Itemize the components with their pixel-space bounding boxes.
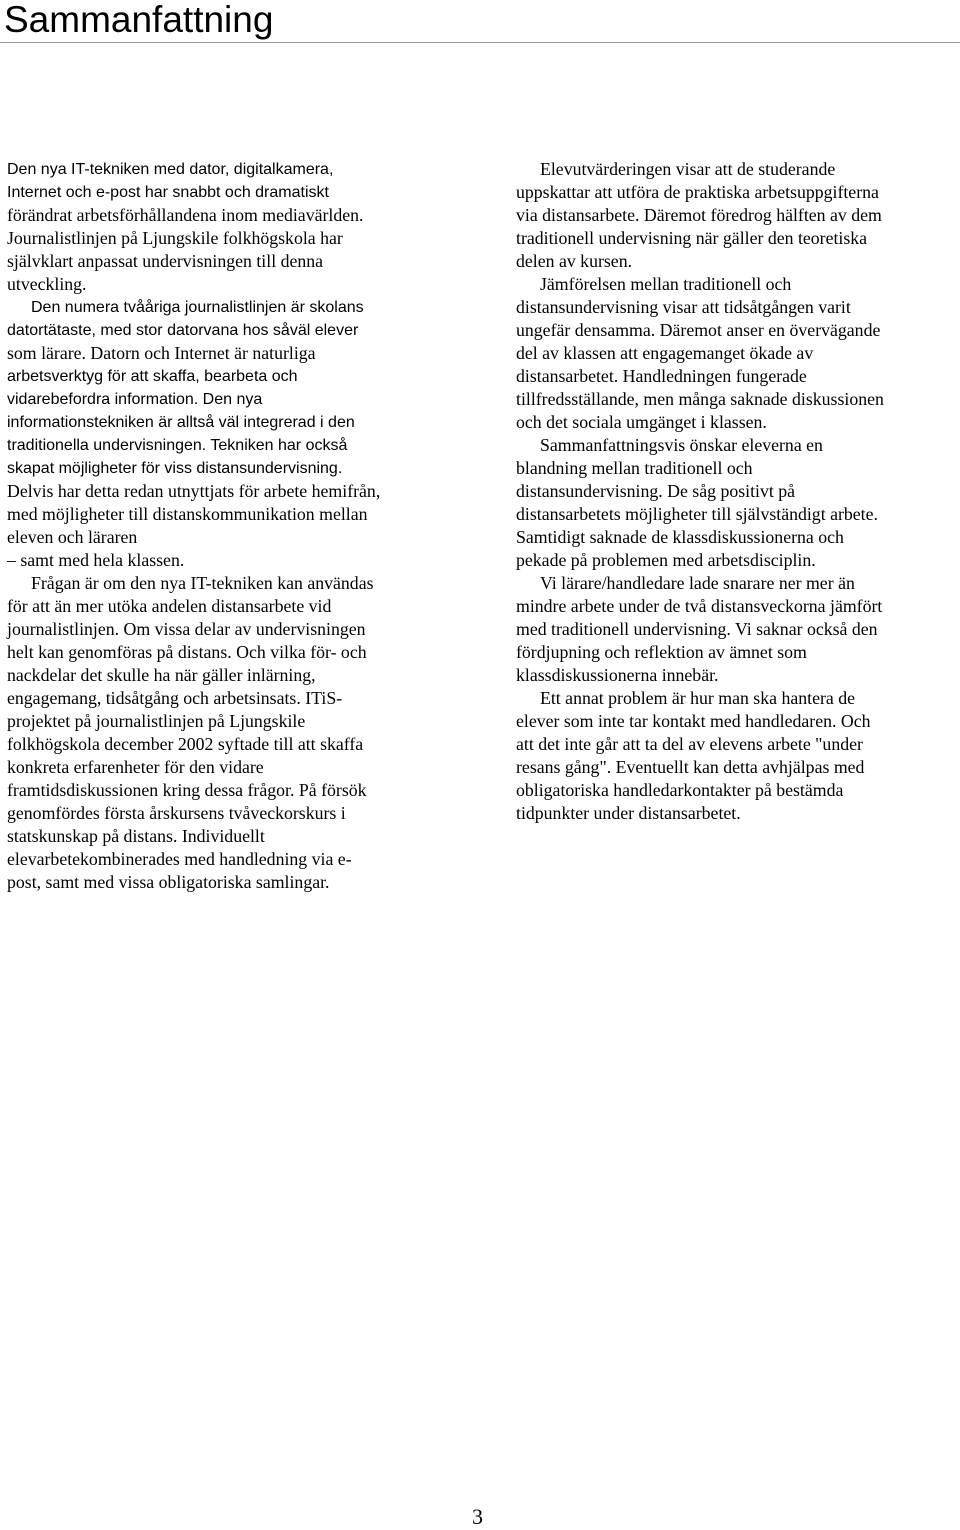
left-column-line: datortätaste, med stor datorvana hos såväl elever	[7, 322, 359, 339]
left-column-line: engagemang, tidsåtgång och arbetsinsats. ITiS-	[7, 688, 343, 708]
left-column-line: projektet på journalistlinjen på Ljungskile	[7, 711, 306, 731]
right-column-line: mindre arbete under de två distansveckorna jämfört	[516, 596, 883, 616]
left-column-line: vidarebefordra information. Den nya	[7, 391, 263, 408]
right-column-line: fördjupning och reflektion av ämnet som	[516, 642, 807, 662]
right-column-line: distansundervisning. De såg positivt på	[516, 481, 796, 501]
left-column-line: utveckling.	[7, 274, 87, 294]
right-column-line: del av klassen att engagemanget ökade av	[516, 343, 814, 363]
left-column-line: skapat möjligheter för viss distansundervisning.	[7, 460, 343, 477]
left-column-line: för att än mer utöka andelen distansarbete vid	[7, 596, 332, 616]
left-column-line: Den nya IT-tekniken med dator, digitalkamera,	[7, 161, 334, 178]
left-column-line: statskunskap på distans. Individuellt	[7, 826, 265, 846]
right-column-line: Elevutvärderingen visar att de studerande	[540, 159, 836, 179]
right-column-line: elever som inte tar kontakt med handledaren. Och	[516, 711, 871, 731]
right-column-line: Sammanfattningsvis önskar eleverna en	[540, 435, 823, 455]
left-column-line: helt kan genomföras på distans. Och vilka för- och	[7, 642, 367, 662]
right-column-line: resans gång". Eventuellt kan detta avhjälpas med	[516, 757, 865, 777]
left-column-line: arbetsverktyg för att skaffa, bearbeta och	[7, 368, 298, 385]
left-column-line: Den numera tvååriga journalistlinjen är skolans	[31, 299, 364, 316]
left-column-line: genomfördes första årskursens tvåveckorskurs i	[7, 803, 346, 823]
title-divider	[0, 42, 960, 43]
right-column-line: distansarbetets möjligheter till självständigt arbete.	[516, 504, 878, 524]
left-column-line: Delvis har detta redan utnyttjats för arbete hemifrån,	[7, 481, 381, 501]
left-column-line: Journalistlinjen på Ljungskile folkhögskola har	[7, 228, 343, 248]
right-column-line: tidpunkter under distansarbetet.	[516, 803, 741, 823]
right-column-line: distansarbetet. Handledningen fungerade	[516, 366, 807, 386]
left-column-line: framtidsdiskussionen kring dessa frågor. På försök	[7, 780, 367, 800]
left-column-line: elevarbetekombinerades med handledning via e-	[7, 849, 352, 869]
right-column-line: obligatoriska handledarkontakter på bestämda	[516, 780, 844, 800]
left-column-line: journalistlinjen. Om vissa delar av undervisningen	[7, 619, 366, 639]
left-column-line: konkreta erfarenheter för den vidare	[7, 757, 264, 777]
right-column-line: Ett annat problem är hur man ska hantera de	[540, 688, 856, 708]
left-column-line: med möjligheter till distanskommunikation mellan	[7, 504, 368, 524]
left-column-line: eleven och läraren	[7, 527, 138, 547]
left-column-line: nackdelar det skulle ha när gäller inlärning,	[7, 665, 316, 685]
left-column-line: Frågan är om den nya IT-tekniken kan användas	[31, 573, 374, 593]
right-column-line: traditionell undervisning när gäller den teoretiska	[516, 228, 868, 248]
left-column	[7, 158, 447, 894]
left-column-line: som lärare. Datorn och Internet är naturliga	[7, 343, 316, 363]
page-number: 3	[472, 1504, 483, 1529]
right-column-line: delen av kursen.	[516, 251, 633, 271]
right-column-line: tillfredsställande, men många saknade diskussionen	[516, 389, 884, 409]
right-column	[516, 158, 954, 825]
right-column-line: distansundervisning visar att tidsåtgången varit	[516, 297, 851, 317]
right-column-line: blandning mellan traditionell och	[516, 458, 753, 478]
left-column-line: informationstekniken är alltså väl integrerad i den	[7, 414, 355, 431]
left-column-line: traditionella undervisningen. Tekniken har också	[7, 437, 348, 454]
right-column-line: och det sociala umgänget i klassen.	[516, 412, 767, 432]
right-column-line: Vi lärare/handledare lade snarare ner mer än	[540, 573, 855, 593]
right-column-line: ungefär densamma. Däremot anser en övervägande	[516, 320, 881, 340]
left-column-line: folkhögskola december 2002 syftade till att skaffa	[7, 734, 364, 754]
left-column-line: Internet och e-post har snabbt och dramatiskt	[7, 184, 329, 201]
page-title: Sammanfattning	[4, 0, 274, 40]
left-column-line: post, samt med vissa obligatoriska samlingar.	[7, 872, 330, 892]
right-column-line: pekade på problemen med arbetsdisciplin.	[516, 550, 816, 570]
right-column-line: med traditionell undervisning. Vi saknar också den	[516, 619, 878, 639]
right-column-line: uppskattar att utföra de praktiska arbetsuppgifterna	[516, 182, 879, 202]
left-column-line: förändrat arbetsförhållandena inom mediavärlden.	[7, 205, 364, 225]
right-column-line: via distansarbete. Däremot föredrog hälften av dem	[516, 205, 882, 225]
left-column-line: – samt med hela klassen.	[7, 550, 185, 570]
right-column-line: klassdiskussionerna innebär.	[516, 665, 719, 685]
right-column-line: Samtidigt saknade de klassdiskussionerna och	[516, 527, 844, 547]
left-column-line: självklart anpassat undervisningen till denna	[7, 251, 324, 271]
right-column-line: att det inte går att ta del av elevens arbete "under	[516, 734, 863, 754]
right-column-line: Jämförelsen mellan traditionell och	[540, 274, 792, 294]
